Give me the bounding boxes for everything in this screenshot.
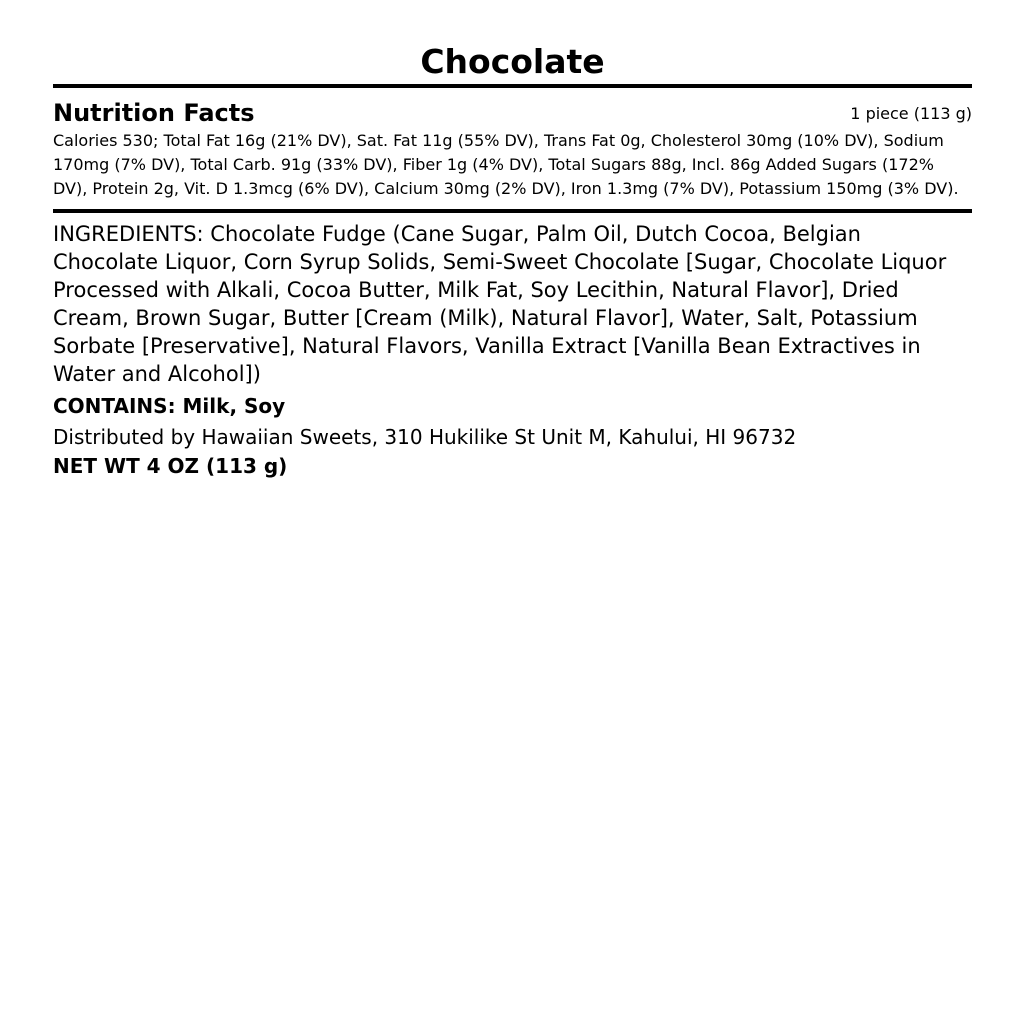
nutrition-divider: [53, 209, 972, 213]
serving-size: 1 piece (113 g): [850, 104, 972, 123]
allergen-statement: CONTAINS: Milk, Soy: [53, 394, 286, 418]
top-divider: [53, 84, 972, 88]
nutrition-facts-header: [53, 96, 972, 128]
nutrition-facts-summary: Calories 530; Total Fat 16g (21% DV), Sat. Fat 11g (55% DV), Trans Fat 0g, Cholesterol 30mg (10% DV), Sodium 170mg (7% DV), Total Carb. 91g (33% DV), Fiber 1g (4% DV), Total Sugars 88g, Incl. 86g Added Sugars (172% DV), Protein 2g, Vit. D 1.3mcg (6% DV), Calcium 30mg (2% DV), Iron 1.3mg (7% DV), Potassium 150mg (3% DV).: [53, 131, 959, 198]
food-label: [53, 40, 972, 480]
product-title: Chocolate: [420, 42, 605, 81]
distributor-info: Distributed by Hawaiian Sweets, 310 Hukilike St Unit M, Kahului, HI 96732: [53, 425, 797, 449]
net-weight: NET WT 4 OZ (113 g): [53, 454, 288, 478]
ingredients-list: INGREDIENTS: Chocolate Fudge (Cane Sugar, Palm Oil, Dutch Cocoa, Belgian Chocolate Liquor, Corn Syrup Solids, Semi-Sweet Chocolate [Sugar, Chocolate Liquor Processed with Alkali, Cocoa Butter, Milk Fat, Soy Lecithin, Natural Flavor], Dried Cream, Brown Sugar, Butter [Cream (Milk), Natural Flavor], Water, Salt, Potassium Sorbate [Preservative], Natural Flavors, Vanilla Extract [Vanilla Bean Extractives in Water and Alcohol]): [53, 222, 947, 386]
nutrition-facts-heading: Nutrition Facts: [53, 99, 255, 127]
